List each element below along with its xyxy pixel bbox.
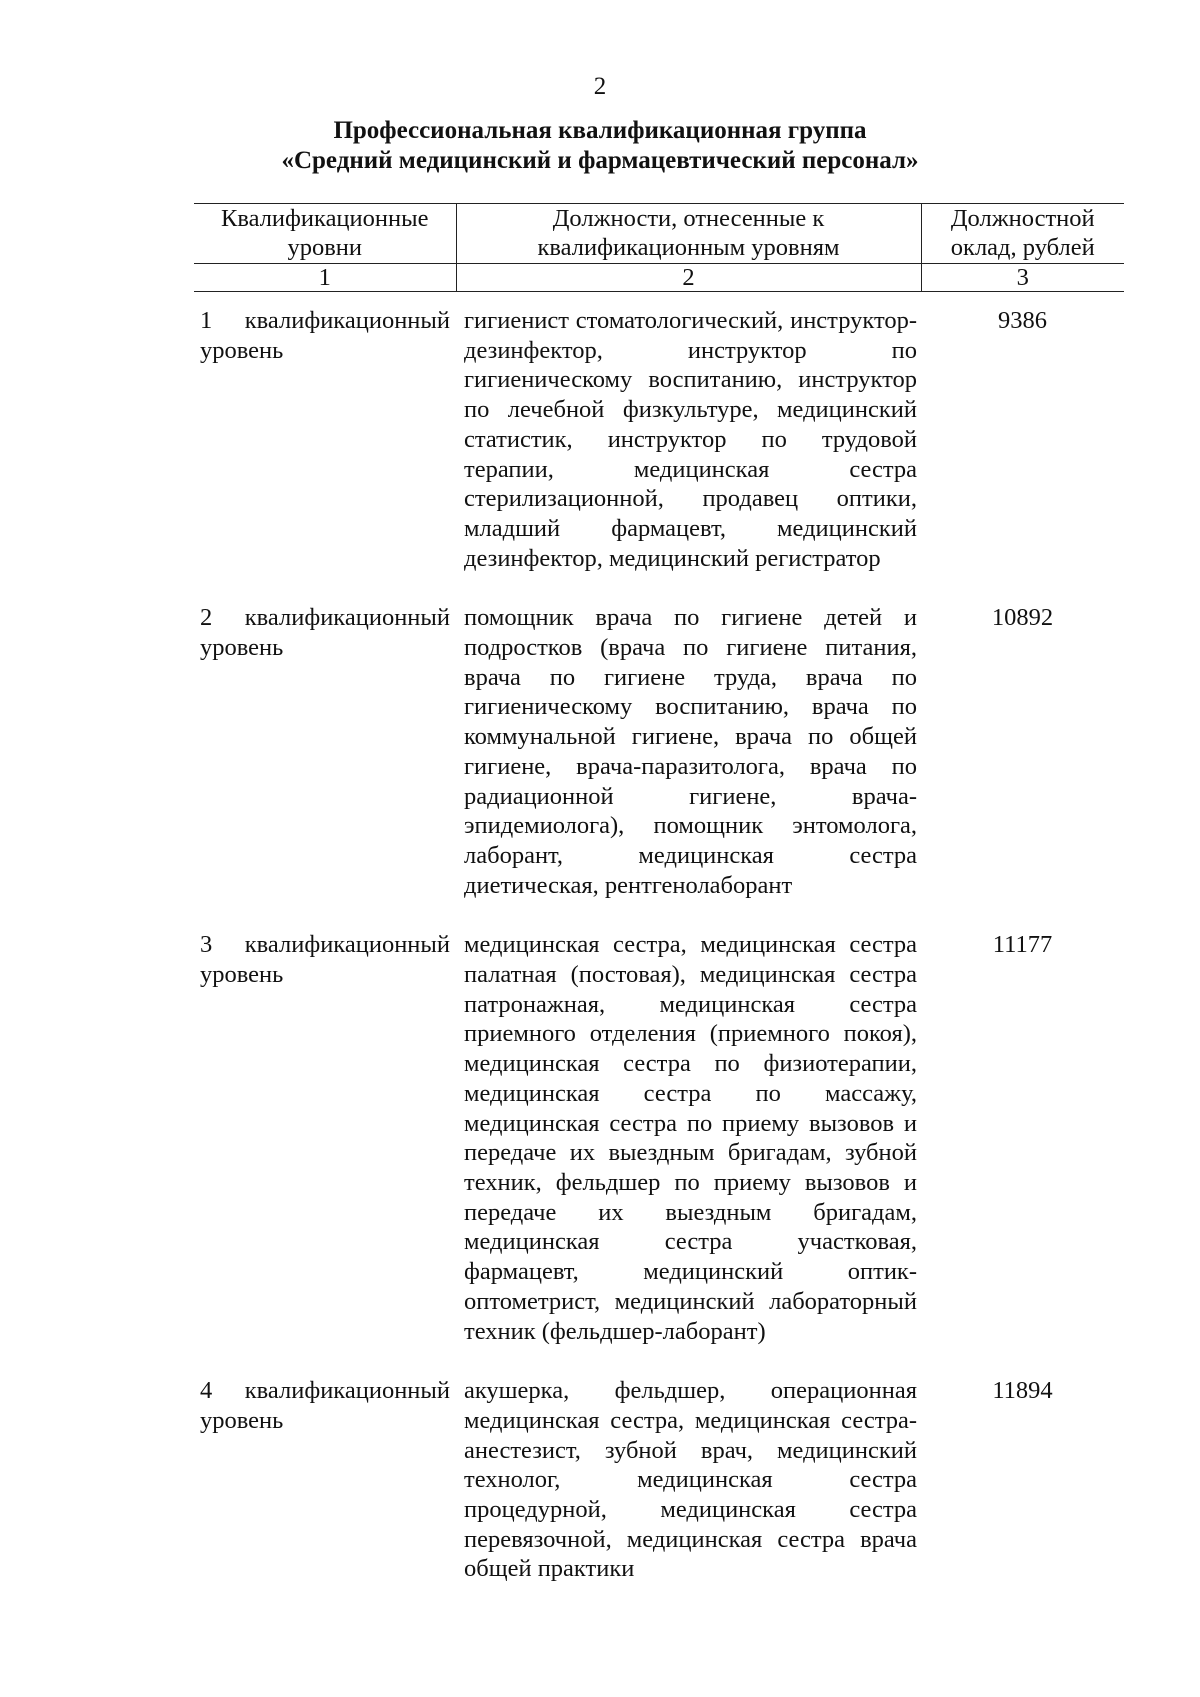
table-row [194,1376,1124,1614]
column-numbers-row [194,264,1124,292]
column-number-1: 1 [194,264,456,292]
header-positions: Должности, отнесенные к квалификационным уровням [456,204,921,264]
column-number-2: 2 [456,264,921,292]
header-qualification-levels: Квалификационные уровни [194,204,456,264]
qualification-level: 1 квалификационный уровень [200,307,450,364]
salary-value: 9386 [998,307,1047,334]
page-number: 2 [593,73,607,100]
qualification-level: 2 квалификационный уровень [200,604,450,662]
positions-list: гигиенист стоматологический, инструктор-дезинфектор, инструктор по гигиеническому воспитанию, инструктор по лечебной физкультуре, медицинский статистик, инструктор по трудовой терапии, медицинская сестра стерилизационной, продавец оптики, младший фармацевт, медицинский дезинфектор, медицинский регистратор [464,307,917,572]
salary-value: 10892 [991,604,1054,632]
table-row [194,292,1124,604]
heading-line-1: Профессиональная квалификационная группа [333,117,867,144]
qualification-group-heading [0,116,1200,176]
positions-list: помощник врача по гигиене детей и подростков (врача по гигиене питания, врача по гигиене труда, врача по гигиеническому воспитанию, врача по коммунальной гигиене, врача по общей гигиене, врача-паразитолога, врача по радиационной гигиене, врача-эпидемиолога), помощник энтомолога, лаборант, медицинская сестра диетическая, рентгенолаборант [464,604,917,899]
qualification-table [194,203,1124,1614]
table-header-row [194,204,1124,264]
positions-list: медицинская сестра, медицинская сестра палатная (постовая), медицинская сестра патронажная, медицинская сестра приемного отделения (приемного покоя), медицинская сестра по физиотерапии, медицинская сестра по массажу, медицинская сестра по приему вызовов и передаче их выездным бригадам, зубной техник, фельдшер по приему вызовов и передаче их выездным бригадам, медицинская сестра участковая, фармацевт, медицинский оптик-оптометрист, медицинский лабораторный техник (фельдшер-лаборант) [464,931,917,1345]
column-number-3: 3 [921,264,1124,292]
qualification-level: 4 квалификационный уровень [200,1377,450,1434]
header-salary: Должностной оклад, рублей [921,204,1124,264]
positions-list: акушерка, фельдшер, операционная медицинская сестра, медицинская сестра-анестезист, зубной врач, медицинский технолог, медицинская сестра процедурной, медицинская сестра перевязочной, медицинская сестра врача общей практики [464,1377,917,1583]
table-row [194,603,1124,930]
table-row [194,930,1124,1376]
salary-value: 11177 [992,931,1053,959]
heading-line-2: «Средний медицинский и фармацевтический персонал» [281,147,919,174]
salary-value: 11894 [992,1377,1053,1405]
qualification-level: 3 квалификационный уровень [200,931,450,989]
